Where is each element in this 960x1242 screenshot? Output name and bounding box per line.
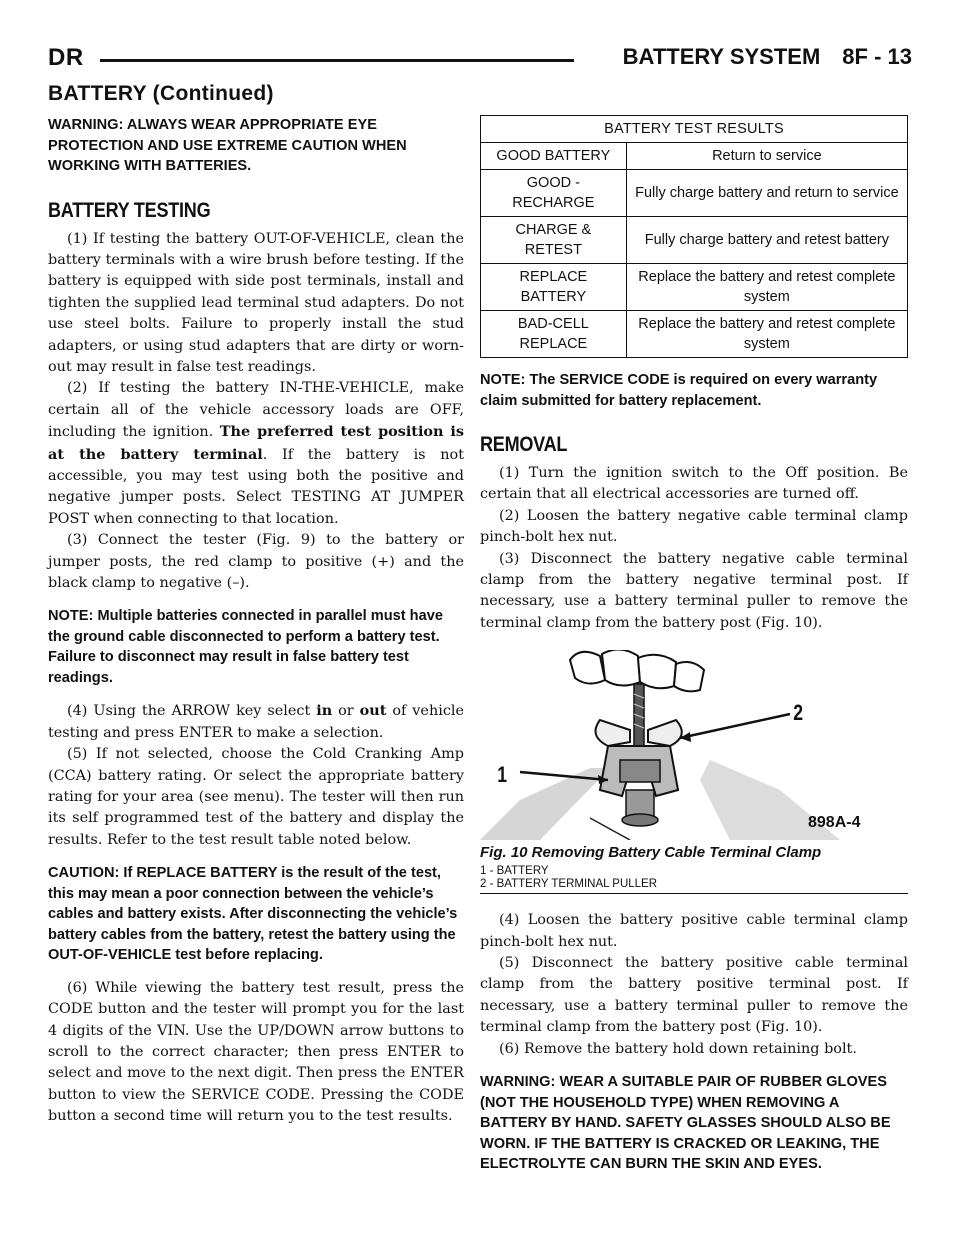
step-2-emphasis: The preferred test position is at the battery terminal (48, 423, 464, 463)
removal-heading: REMOVAL (480, 433, 568, 456)
removal-step-1: (1) Turn the ignition switch to the Off position. Be certain that all electrical accessories are turned off. (480, 465, 908, 503)
step-4-or: or (332, 703, 360, 720)
removal-step-5: (5) Disconnect the battery positive cable terminal clamp from the battery positive terminal post. If necessary, use a battery terminal puller to remove the terminal clamp from the battery post (Fig. 10). (480, 955, 908, 1036)
callout-2-label: 2 (793, 700, 804, 726)
legend-item: 2 - BATTERY TERMINAL PULLER (480, 878, 658, 891)
manual-code: DR (48, 44, 84, 71)
removal-step-6: (6) Remove the battery hold down retaining bolt. (499, 1040, 857, 1057)
action-cell: Return to service (626, 143, 907, 170)
header-section (623, 44, 912, 70)
left-column (48, 115, 464, 1128)
terminal-puller-illustration (480, 650, 908, 840)
table-row (481, 311, 908, 358)
step-4-text-end: of vehicle testing and press ENTER to make a selection. (48, 703, 464, 741)
testing-step-3: (3) Connect the tester (Fig. 9) to the battery or jumper posts, the red clamp to positive (+) and the black clamp to negative (–). (48, 532, 464, 591)
right-column (480, 115, 908, 1187)
figure-code: 898A-4 (808, 814, 861, 832)
rubber-gloves-warning: WARNING: WEAR A SUITABLE PAIR OF RUBBER GLOVES (NOT THE HOUSEHOLD TYPE) WHEN REMOVING A BATTERY BY HAND. SAFETY GLASSES SHOULD ALSO BE WORN. IF THE BATTERY IS CRACKED OR LEAKING, THE ELECTROLYTE CAN BURN THE SKIN AND EYES. (480, 1074, 891, 1173)
illustration-drawing (480, 650, 908, 840)
action-cell: Replace the battery and retest complete system (626, 264, 907, 311)
legend-rule (480, 893, 908, 894)
page-number: 8F - 13 (842, 44, 912, 69)
figure-legend (480, 865, 908, 894)
result-cell: CHARGE & RETEST (481, 217, 627, 264)
legend-item: 1 - BATTERY (480, 865, 549, 878)
battery-test-results-table (480, 115, 908, 358)
result-cell: BAD-CELL REPLACE (481, 311, 627, 358)
testing-step-6: (6) While viewing the battery test result, press the CODE button and the tester will prompt you for the last 4 digits of the VIN. Use the UP/DOWN arrow buttons to scroll to the correct character; then press ENTER to select and move to the next digit. Then press the ENTER button to view the SERVICE CODE. Pressing the CODE button a second time will return you to the test results. (48, 979, 464, 1125)
removal-step-4: (4) Loosen the battery positive cable terminal clamp pinch-bolt hex nut. (480, 912, 908, 950)
result-cell: REPLACE BATTERY (481, 264, 627, 311)
result-cell: GOOD BATTERY (481, 143, 627, 170)
table-row (481, 217, 908, 264)
step-4-out: out (359, 702, 387, 720)
testing-step-4 (48, 700, 464, 744)
testing-step-5: (5) If not selected, choose the Cold Cranking Amp (CCA) battery rating. Or select the appropriate battery rating for your area (see menu). The tester will then run its self programmed test of the battery and display the results. Refer to the test result table noted below. (48, 746, 464, 848)
result-cell: GOOD - RECHARGE (481, 170, 627, 217)
parallel-batteries-note: NOTE: Multiple batteries connected in parallel must have the ground cable disconnected to perform a battery test. Failure to disconnect may result in false battery test readings. (48, 608, 443, 686)
figure-caption: Fig. 10 Removing Battery Cable Terminal Clamp (480, 844, 822, 862)
action-cell: Fully charge battery and return to service (626, 170, 907, 217)
removal-step-2: (2) Loosen the battery negative cable terminal clamp pinch-bolt hex nut. (480, 507, 908, 546)
callout-1-label: 1 (497, 762, 508, 788)
replace-battery-caution: CAUTION: If REPLACE BATTERY is the result of the test, this may mean a poor connection between the vehicle’s cables and battery exists. After disconnecting the vehicle’s battery cables from the battery, retest the battery using the OUT-OF-VEHICLE test before replacing. (48, 865, 458, 964)
action-cell: Replace the battery and retest complete system (626, 311, 907, 358)
testing-step-1: (1) If testing the battery OUT-OF-VEHICLE, clean the battery terminals with a wire brush before testing. If the battery is equipped with side post terminals, install and tighten the supplied lead terminal stud adapters. Do not use steel bolts. Failure to properly install the stud adapters, or using stud adapters that are dirty or worn-out may result in false test readings. (48, 230, 464, 375)
table-caption: BATTERY TEST RESULTS (481, 116, 908, 143)
step-2-text-end: . If the battery is not accessible, you may test using both the positive and negative jumper posts. Select TESTING AT JUMPER POST when connecting to that location. (48, 446, 464, 527)
eye-protection-warning: WARNING: ALWAYS WEAR APPROPRIATE EYE PROTECTION AND USE EXTREME CAUTION WHEN WORKING WITH BATTERIES. (48, 117, 407, 174)
step-4-in: in (316, 702, 333, 720)
step-2-text: (2) If testing the battery IN-THE-VEHICLE, make certain all of the vehicle accessory loads are OFF, including the ignition. (48, 380, 464, 441)
step-4-text: (4) Using the ARROW key select (67, 703, 317, 720)
page-header (48, 40, 912, 80)
table-row (481, 264, 908, 311)
table-row (481, 143, 908, 170)
continued-title: BATTERY (Continued) (48, 82, 274, 105)
testing-step-2 (48, 378, 464, 530)
service-code-note: NOTE: The SERVICE CODE is required on every warranty claim submitted for battery replacement. (480, 372, 878, 409)
table-row (481, 170, 908, 217)
battery-testing-heading: BATTERY TESTING (48, 198, 211, 222)
section-title: BATTERY SYSTEM (622, 44, 821, 69)
header-rule (100, 59, 574, 62)
removal-step-3: (3) Disconnect the battery negative cable terminal clamp from the battery negative terminal post. If necessary, use a battery terminal puller to remove the terminal clamp from the battery post (Fig. 10). (480, 550, 908, 631)
action-cell: Fully charge battery and retest battery (626, 217, 907, 264)
